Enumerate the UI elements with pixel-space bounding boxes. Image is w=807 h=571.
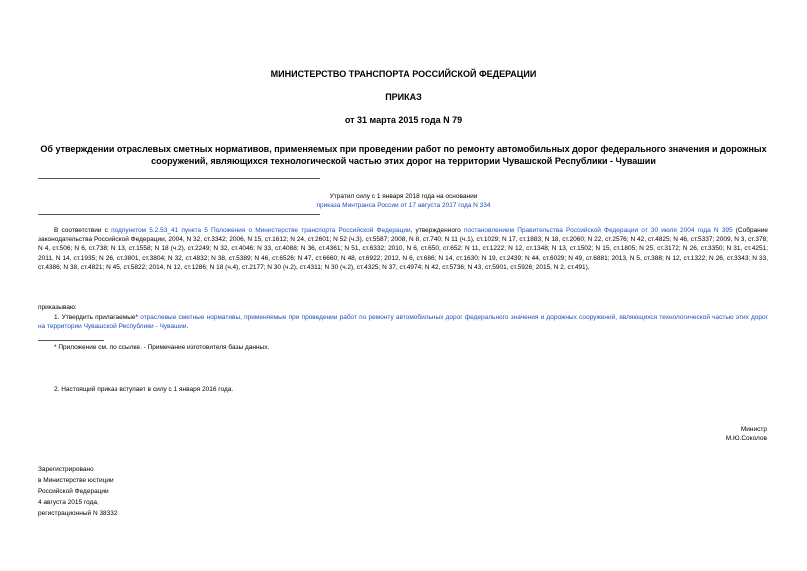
preamble-text-1: В соответствии с — [54, 227, 112, 234]
signature-name: М.Ю.Соколов — [725, 435, 767, 442]
signature-position: Министр — [740, 426, 767, 433]
preamble-text-3: (Собрание законодательства Российской Федерации, 2004, N 32, ст.3342; 2006, N 15, ст.1612; N 24, ст.2601; N 52 (ч.3), ст.5587; 2008, N 8, ст.740; N 11 (ч.1), ст.1029; N 17, ст.1883; N 18, ст.2060; N 22, ст.2576; N 42, ст.4825; N 46, ст.5337; 2009, N 3, ст.378; N 4, ст.506; N 6, ст.738; N 13, ст.1558; N 18 (ч.2), ст.2249; N 32, ст.4046; N 33, ст.4088; N 36, ст.4361; N 51, ст.6332; 2010, N 6, ст.650, ст.652; N 11, ст.1222; N 12, ст.1348; N 13, ст.1502; N 15, ст.1805; N 25, ст.3172; N 26, ст.3350; N 31, ст.4251; 2011, N 14, ст.1935; N 26, ст.3801, ст.3804; N 32, ст.4832; N 38, ст.5389; N 46, ст.6526; N 47, ст.6660; N 48, ст.6922; 2012, N 6, ст.686; N 14, ст.1630; N 19, ст.2439; N 44, ст.6029; N 49, ст.6881; 2013, N 5, ст.388; N 12, ст.1322; N 26, ст.3343; N 33, ст.4386; N 38, ст.4821; N 45, ст.5822; 2014, N 12, ст.1286; N 18 (ч.4), ст.2177; N 30 (ч.2), ст.4311; N 30 (ч.2), ст.4325; N 37, ст.4974; N 42, ст.5736; N 43, ст.5901, ст.5926; 2015, N 2, ст.491), — [38, 227, 769, 271]
divider-bottom — [38, 214, 320, 215]
registration-line: регистрационный N 38332 — [38, 510, 118, 517]
registration-line: 4 августа 2015 года, — [38, 499, 99, 506]
divider-top — [38, 178, 320, 179]
order-heading: ПРИКАЗ — [385, 92, 422, 102]
order-word: приказываю: — [38, 304, 77, 311]
order-item-1 — [38, 313, 768, 331]
preamble-paragraph — [38, 226, 768, 272]
preamble-text-2: , утвержденного — [410, 227, 464, 234]
order-item-2: 2. Настоящий приказ вступает в силу с 1 января 2016 года. — [54, 386, 234, 393]
order-date: от 31 марта 2015 года N 79 — [344, 115, 463, 125]
registration-line: в Министерстве юстиции — [38, 477, 114, 484]
repeal-order-link[interactable]: приказа Минтранса России от 17 августа 2017 года N 334 — [316, 202, 491, 209]
registration-line: Российской Федерации — [38, 488, 109, 495]
norms-link[interactable]: отраслевые сметные нормативы, применяемые при проведении работ по ремонту автомобильных дорог федерального значения и дорожных сооружений, являющихся технологической частью этих дорог на территории Чувашской Республики - Чувашии — [38, 314, 769, 331]
order-item-1-end: . — [186, 323, 189, 331]
status-link-line — [0, 201, 807, 210]
government-decree-link[interactable]: постановлением Правительства Российской Федерации от 30 июля 2004 года N 395 — [463, 227, 733, 234]
order-item-1-text: 1. Утвердить прилагаемые* — [54, 314, 141, 321]
document-title: Об утверждении отраслевых сметных нормативов, применяемых при проведении работ по ремонту автомобильных дорог федерального значения и дорожных сооружений, являющихся технологической частью этих дорог на территории Чувашской Республики - Чувашии — [40, 144, 767, 166]
status-line: Утратил силу с 1 января 2018 года на основании — [329, 193, 478, 200]
footnote-divider — [38, 340, 104, 341]
registration-line: Зарегистрировано — [38, 466, 94, 473]
ministry-heading: МИНИСТЕРСТВО ТРАНСПОРТА РОССИЙСКОЙ ФЕДЕРАЦИИ — [270, 69, 537, 79]
regulation-link[interactable]: подпунктом 5.2.53_41 пункта 5 Положения о Министерстве транспорта Российской Федерации — [111, 227, 411, 234]
footnote: * Приложение см. по ссылке. - Примечание изготовителя базы данных. — [54, 344, 270, 351]
